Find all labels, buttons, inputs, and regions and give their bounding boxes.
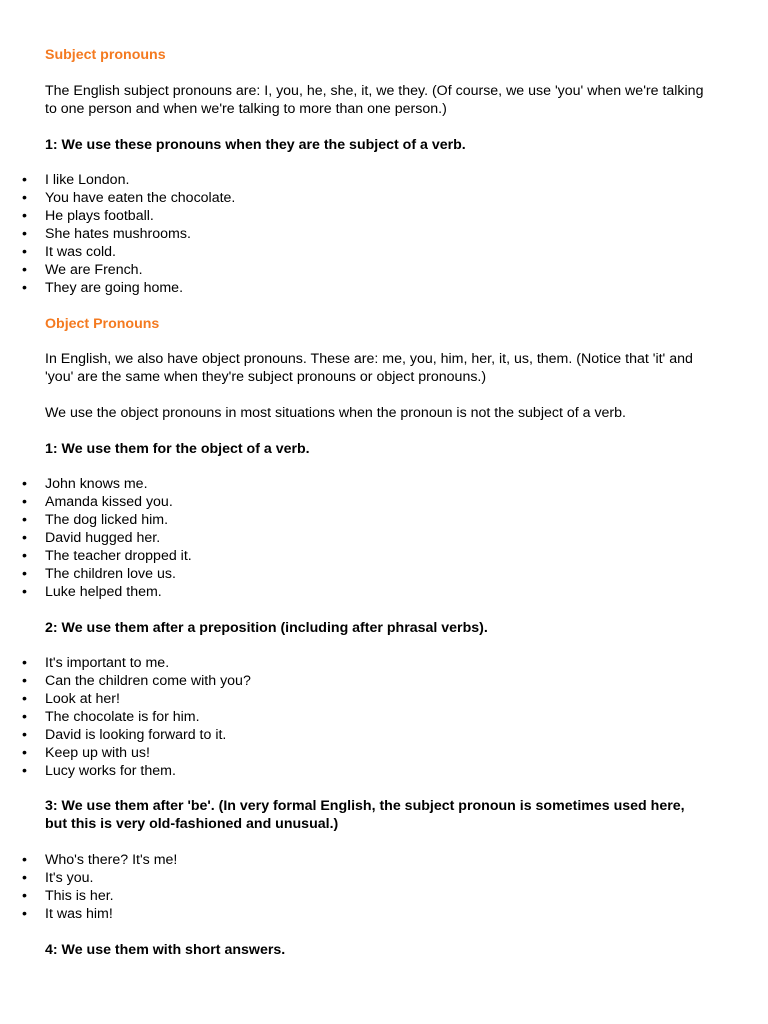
list-item-text: Lucy works for them. bbox=[45, 763, 176, 779]
bullet-icon: • bbox=[22, 870, 27, 886]
bullet-icon: • bbox=[22, 262, 27, 278]
list-item bbox=[0, 511, 720, 529]
subject-intro-paragraph: The English subject pronouns are: I, you, he, she, it, we they. (Of course, we use 'you' when we're talking to one person and when we're talking to more than one person.) bbox=[45, 83, 704, 117]
list-item bbox=[0, 529, 720, 547]
list-item bbox=[0, 887, 720, 905]
bullet-icon: • bbox=[22, 548, 27, 564]
list-item-text: Amanda kissed you. bbox=[45, 494, 173, 510]
object-examples-1-list bbox=[0, 475, 720, 601]
list-item-text: It's important to me. bbox=[45, 655, 170, 671]
list-item bbox=[0, 690, 720, 708]
list-item-text: The chocolate is for him. bbox=[45, 709, 200, 725]
list-item-text: He plays football. bbox=[45, 208, 154, 224]
list-item bbox=[0, 279, 720, 297]
list-item bbox=[0, 565, 720, 583]
list-item-text: Can the children come with you? bbox=[45, 673, 251, 689]
list-item-text: John knows me. bbox=[45, 476, 148, 492]
object-rule-1: 1: We use them for the object of a verb. bbox=[45, 441, 310, 457]
list-item bbox=[0, 225, 720, 243]
list-item bbox=[0, 672, 720, 690]
list-item-text: It was him! bbox=[45, 906, 113, 922]
list-item-text: Luke helped them. bbox=[45, 584, 162, 600]
list-item bbox=[0, 869, 720, 887]
list-item-text: David is looking forward to it. bbox=[45, 727, 227, 743]
bullet-icon: • bbox=[22, 476, 27, 492]
bullet-icon: • bbox=[22, 244, 27, 260]
subject-rule-1: 1: We use these pronouns when they are the subject of a verb. bbox=[45, 137, 466, 153]
object-rule-4: 4: We use them with short answers. bbox=[45, 942, 286, 958]
object-rule-3: 3: We use them after 'be'. (In very formal English, the subject pronoun is sometimes used here, but this is very old-fashioned and unusual.) bbox=[45, 798, 685, 832]
list-item bbox=[0, 475, 720, 493]
object-examples-3-list bbox=[0, 851, 720, 923]
list-item-text: They are going home. bbox=[45, 280, 184, 296]
bullet-icon: • bbox=[22, 709, 27, 725]
list-item bbox=[0, 243, 720, 261]
list-item bbox=[0, 744, 720, 762]
object-pronouns-heading: Object Pronouns bbox=[45, 316, 160, 332]
list-item bbox=[0, 851, 720, 869]
list-item bbox=[0, 189, 720, 207]
list-item bbox=[0, 654, 720, 672]
list-item-text: Keep up with us! bbox=[45, 745, 150, 761]
bullet-icon: • bbox=[22, 727, 27, 743]
list-item-text: I like London. bbox=[45, 172, 130, 188]
list-item-text: She hates mushrooms. bbox=[45, 226, 191, 242]
bullet-icon: • bbox=[22, 763, 27, 779]
bullet-icon: • bbox=[22, 906, 27, 922]
list-item-text: You have eaten the chocolate. bbox=[45, 190, 236, 206]
bullet-icon: • bbox=[22, 888, 27, 904]
list-item bbox=[0, 708, 720, 726]
list-item bbox=[0, 207, 720, 225]
list-item bbox=[0, 905, 720, 923]
subject-pronouns-heading: Subject pronouns bbox=[45, 47, 166, 63]
list-item-text: The teacher dropped it. bbox=[45, 548, 192, 564]
list-item-text: It was cold. bbox=[45, 244, 116, 260]
list-item-text: The children love us. bbox=[45, 566, 176, 582]
object-intro-paragraph: In English, we also have object pronouns. These are: me, you, him, her, it, us, them. (Notice that 'it' and 'you' are the same when they're subject pronouns or object pronouns.) bbox=[45, 351, 693, 385]
list-item bbox=[0, 762, 720, 780]
object-examples-2-list bbox=[0, 654, 720, 780]
bullet-icon: • bbox=[22, 512, 27, 528]
list-item bbox=[0, 726, 720, 744]
list-item-text: Who's there? It's me! bbox=[45, 852, 178, 868]
list-item bbox=[0, 493, 720, 511]
bullet-icon: • bbox=[22, 208, 27, 224]
bullet-icon: • bbox=[22, 691, 27, 707]
bullet-icon: • bbox=[22, 584, 27, 600]
list-item bbox=[0, 583, 720, 601]
bullet-icon: • bbox=[22, 494, 27, 510]
bullet-icon: • bbox=[22, 745, 27, 761]
list-item bbox=[0, 261, 720, 279]
object-usage-paragraph: We use the object pronouns in most situations when the pronoun is not the subject of a verb. bbox=[45, 405, 626, 421]
bullet-icon: • bbox=[22, 655, 27, 671]
bullet-icon: • bbox=[22, 226, 27, 242]
bullet-icon: • bbox=[22, 673, 27, 689]
list-item-text: David hugged her. bbox=[45, 530, 161, 546]
bullet-icon: • bbox=[22, 566, 27, 582]
object-rule-2: 2: We use them after a preposition (including after phrasal verbs). bbox=[45, 620, 488, 636]
list-item-text: We are French. bbox=[45, 262, 143, 278]
list-item-text: This is her. bbox=[45, 888, 114, 904]
list-item-text: The dog licked him. bbox=[45, 512, 169, 528]
list-item-text: It's you. bbox=[45, 870, 94, 886]
bullet-icon: • bbox=[22, 280, 27, 296]
subject-examples-list bbox=[0, 171, 720, 297]
list-item-text: Look at her! bbox=[45, 691, 120, 707]
bullet-icon: • bbox=[22, 172, 27, 188]
list-item bbox=[0, 547, 720, 565]
bullet-icon: • bbox=[22, 530, 27, 546]
bullet-icon: • bbox=[22, 190, 27, 206]
bullet-icon: • bbox=[22, 852, 27, 868]
list-item bbox=[0, 171, 720, 189]
